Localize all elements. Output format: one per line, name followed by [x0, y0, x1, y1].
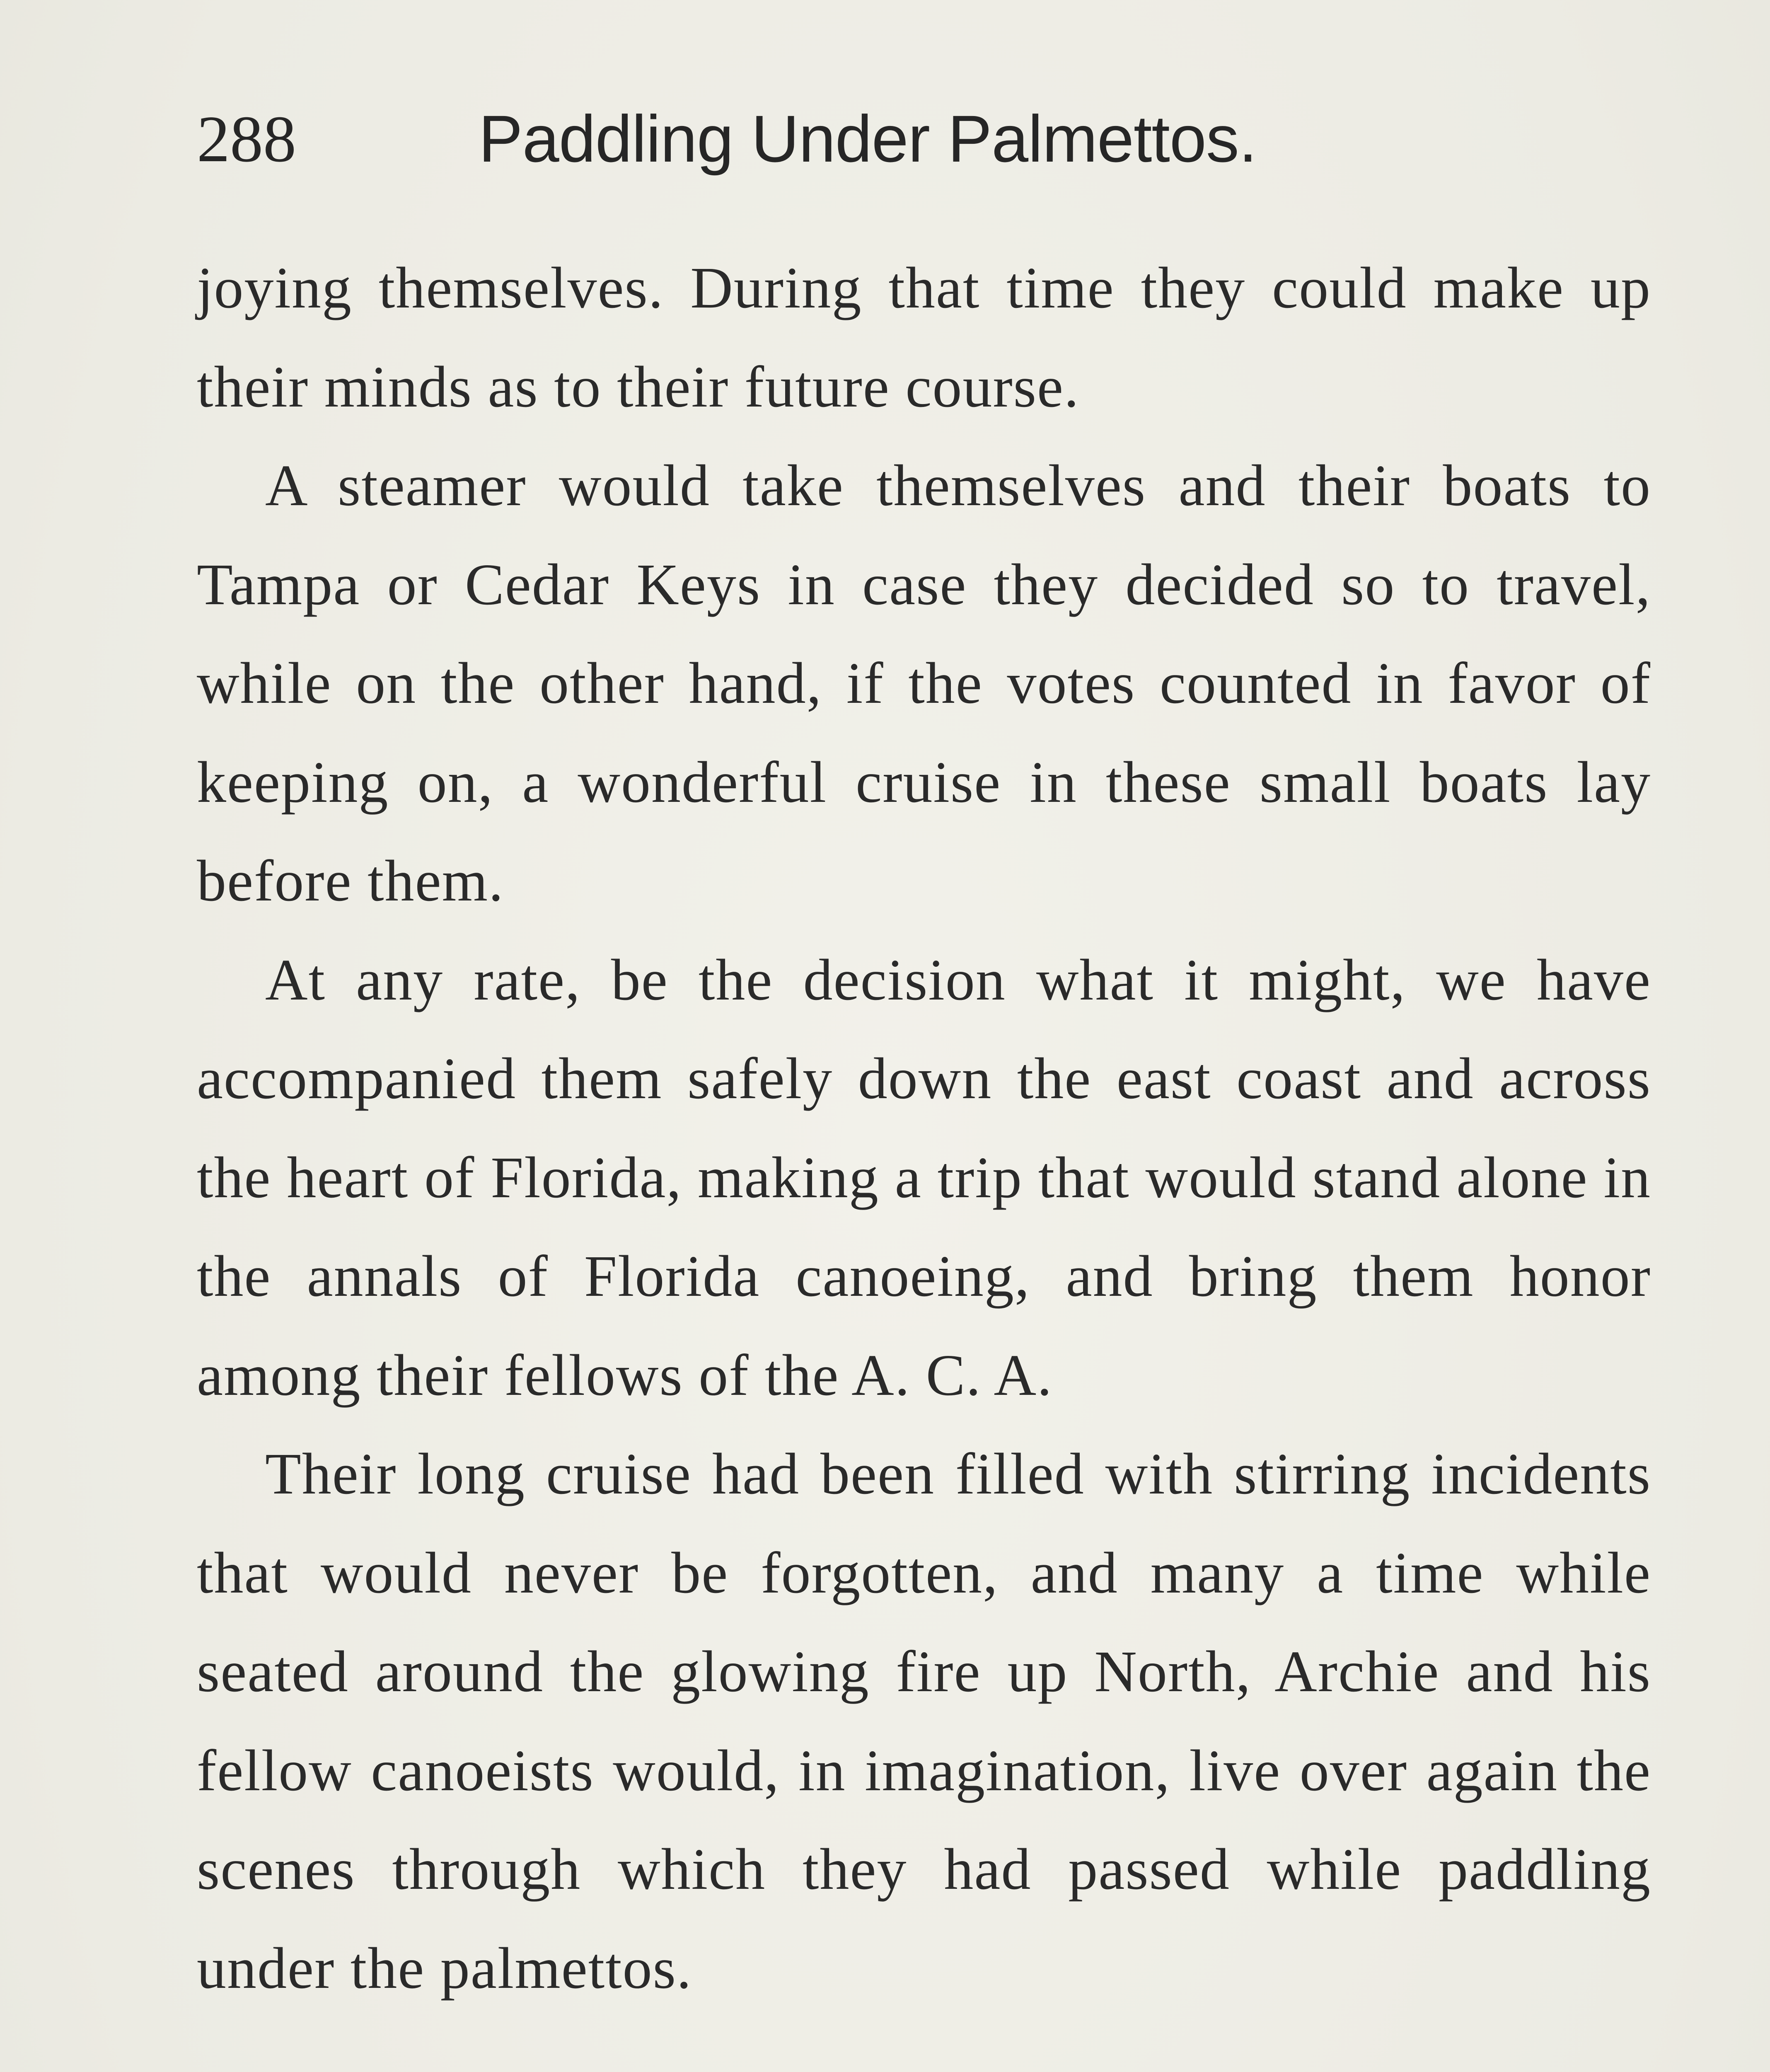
- running-title: Paddling Under Palmettos.: [479, 102, 1257, 176]
- body-text: [197, 238, 1651, 2017]
- paragraph-1: joying themselves. During that time they could make up their minds as to their future course.: [197, 255, 1651, 419]
- page-number: 288: [197, 102, 296, 176]
- paragraph-2: A steamer would take themselves and their boats to Tampa or Cedar Keys in case they decided so to travel, while on the other hand, if the votes counted in favor of keeping on, a wonderful cruise in these small boats lay before them.: [197, 453, 1651, 913]
- page-header: [197, 97, 1655, 180]
- paragraph-4: Their long cruise had been filled with stirring incidents that would never be forgotten, and many a time while seated around the glowing fire up North, Archie and his fellow canoeists would, in imagination, live over again the scenes through which they had passed while paddling under the palmettos.: [197, 1441, 1651, 2001]
- paragraph-3: At any rate, be the decision what it might, we have accompanied them safely down the east coast and across the heart of Florida, making a trip that would stand alone in the annals of Florida canoeing, and bring them honor among their fellows of the A. C. A.: [197, 946, 1651, 1408]
